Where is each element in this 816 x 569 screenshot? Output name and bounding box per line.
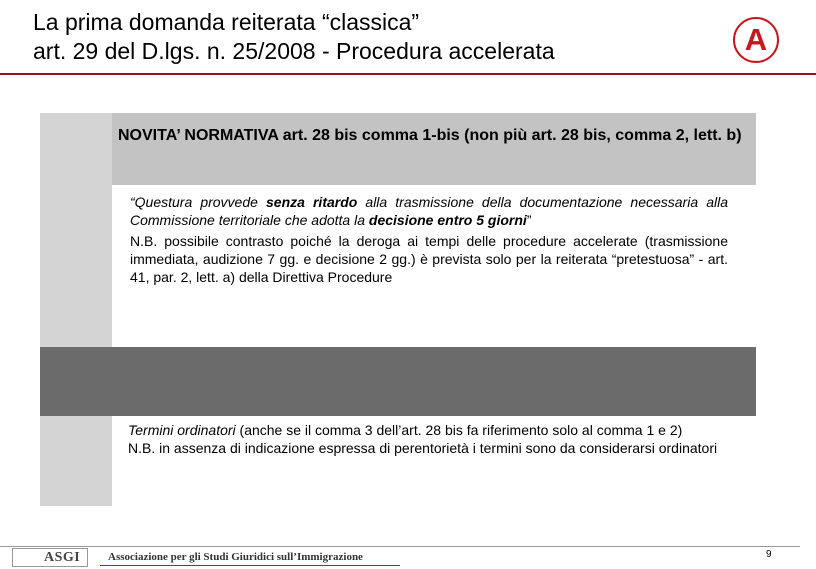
- quote-bold-2: decisione entro 5 giorni: [368, 212, 527, 228]
- left-accent-bar-bottom: [40, 416, 112, 506]
- asgi-a-logo-icon: A: [733, 17, 779, 63]
- terms-italic: Termini ordinatori: [128, 422, 236, 438]
- terms-paragraph: [128, 421, 728, 439]
- slide-title-line1: La prima domanda reiterata “classica”: [33, 9, 420, 35]
- nb-paragraph-1: N.B. possibile contrasto poiché la deroga ai tempi delle procedure accelerate (trasmissione immediata, audizione 7 gg. e decisione 2 gg.) è prevista solo per la reiterata “pretestuosa” - art. 41, par. 2, lett. a) della Direttiva Procedure: [130, 233, 728, 285]
- association-underline: [100, 565, 400, 566]
- quote-paragraph: [130, 193, 728, 229]
- quote-middle: alla trasmissione della documentazione necessaria alla Commissione territoriale che adotta la: [130, 194, 728, 228]
- title-divider: [0, 73, 816, 75]
- dark-separator-band: [40, 347, 756, 416]
- quote-block: [130, 193, 728, 286]
- quote-bold-1: senza ritardo: [266, 194, 358, 210]
- page-number: 9: [766, 549, 772, 560]
- terms-block: [128, 421, 728, 457]
- association-name: Associazione per gli Studi Giuridici sull’Immigrazione: [108, 551, 363, 563]
- terms-rest: (anche se il comma 3 dell’art. 28 bis fa riferimento solo al comma 1 e 2): [235, 422, 683, 438]
- header-text: NOVITA’ NORMATIVA art. 28 bis comma 1-bis (non più art. 28 bis, comma 2, lett. b): [118, 127, 742, 144]
- slide-title-line2: art. 29 del D.lgs. n. 25/2008 - Procedura accelerata: [33, 38, 555, 64]
- footer-divider: [0, 546, 800, 547]
- quote-open: “Questura provvede: [130, 194, 266, 210]
- slide-title: [33, 8, 555, 66]
- left-accent-bar-top: [40, 113, 112, 347]
- nb-paragraph-2: N.B. in assenza di indicazione espressa di perentorietà i termini sono da considerarsi ordinatori: [128, 440, 718, 456]
- asgi-logo: ASGI: [44, 550, 81, 565]
- quote-close: ”: [526, 212, 532, 228]
